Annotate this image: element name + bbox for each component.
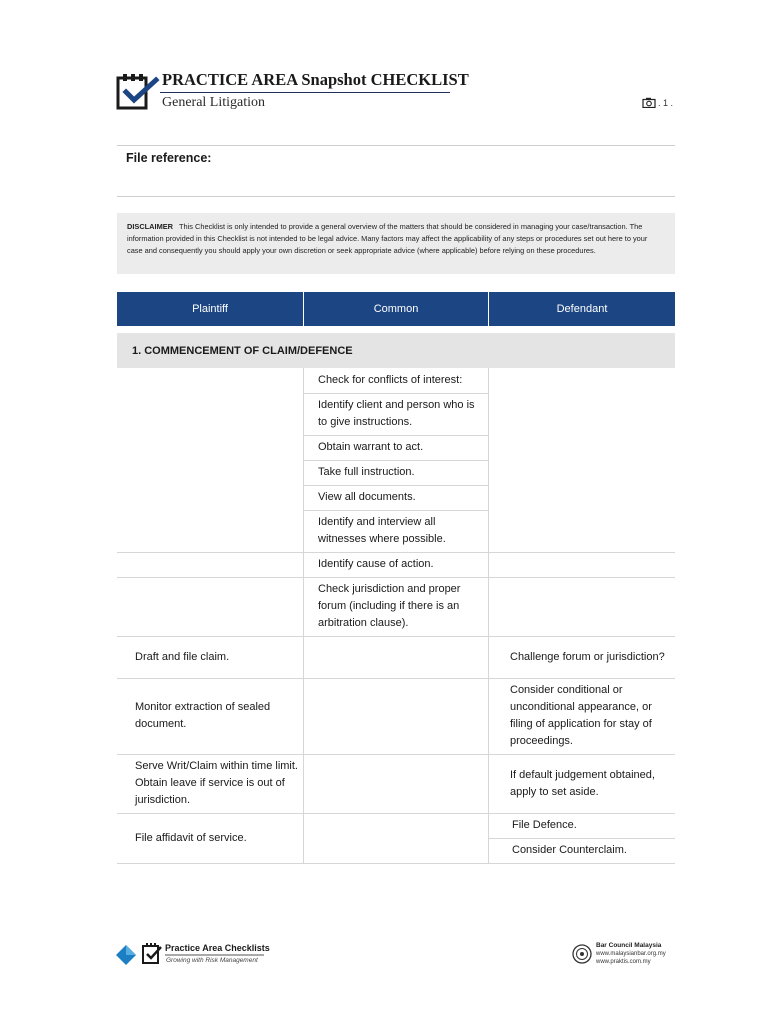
checklist-item-defendant: Consider Counterclaim.	[512, 844, 627, 856]
website-link[interactable]: www.malaysianbar.org.my	[596, 951, 666, 957]
footer-brand: Practice Area Checklists	[165, 943, 270, 953]
website-link[interactable]: www.praktis.com.my	[596, 959, 651, 965]
organization-name: Bar Council Malaysia	[596, 942, 662, 949]
section-heading: 1. COMMENCEMENT OF CLAIM/DEFENCE	[117, 333, 675, 368]
column-header-defendant: Defendant	[489, 292, 675, 326]
checklist-item-common: Identify client and person who is to give instructions.	[318, 399, 475, 428]
file-reference-label: File reference:	[126, 151, 212, 165]
divider	[117, 196, 675, 197]
page-indicator	[642, 97, 673, 108]
column-header-common: Common	[304, 292, 488, 326]
row-divider	[117, 863, 675, 864]
checklist-icon	[116, 72, 160, 112]
title-underline	[160, 92, 450, 93]
checklist-item-defendant: If default judgement obtained, apply to set aside.	[510, 768, 655, 798]
checklist-item-common: Obtain warrant to act.	[318, 441, 424, 453]
camera-icon	[642, 97, 656, 108]
checklist-item-common: View all documents.	[318, 491, 416, 503]
checklist-item-common: Check jurisdiction and proper forum (including if there is an arbitration clause).	[318, 583, 461, 629]
checklist-item-common: Take full instruction.	[318, 466, 415, 478]
bar-council-emblem-icon	[572, 943, 592, 965]
checklist-item-common: Identify cause of action.	[318, 558, 434, 570]
page-number: . 1 .	[658, 97, 674, 108]
document-subtitle: General Litigation	[162, 95, 266, 110]
disclaimer-label: DISCLAIMER	[127, 222, 173, 231]
column-header-plaintiff: Plaintiff	[117, 292, 303, 326]
checklist-item-common: Check for conflicts of interest:	[318, 374, 463, 386]
checklist-item-common: Identify and interview all witnesses where possible.	[318, 516, 446, 545]
column-divider	[303, 368, 304, 863]
checklist-item-plaintiff: File affidavit of service.	[135, 831, 247, 844]
disclaimer-box	[117, 213, 675, 274]
checklist-item-defendant: File Defence.	[512, 819, 577, 831]
checklist-item-defendant: Consider conditional or unconditional appearance, or filing of application for stay of proceedings.	[510, 684, 652, 747]
column-divider	[488, 368, 489, 863]
footer-tagline: Growing with Risk Management	[166, 957, 258, 964]
checklist-item-plaintiff: Serve Writ/Claim within time limit. Obtain leave if service is out of jurisdiction.	[135, 760, 298, 806]
checklist-item-defendant: Challenge forum or jurisdiction?	[510, 650, 665, 663]
document-title: PRACTICE AREA Snapshot CHECKLIST	[162, 70, 469, 89]
divider	[117, 145, 675, 146]
checklist-item-plaintiff: Draft and file claim.	[135, 650, 230, 663]
disclaimer-text: This Checklist is only intended to provide a general overview of the matters that should be considered in managing your case/transaction. The information provided in this Checklist is not intended to be legal advice. Many factors may affect the applicability of any steps or procedures set out here to your case and consequently you should apply your own discretion or seek appropriate advice (where applicable) before relying on these procedures.	[127, 222, 648, 256]
checklist-item-plaintiff: Monitor extraction of sealed document.	[135, 701, 271, 730]
